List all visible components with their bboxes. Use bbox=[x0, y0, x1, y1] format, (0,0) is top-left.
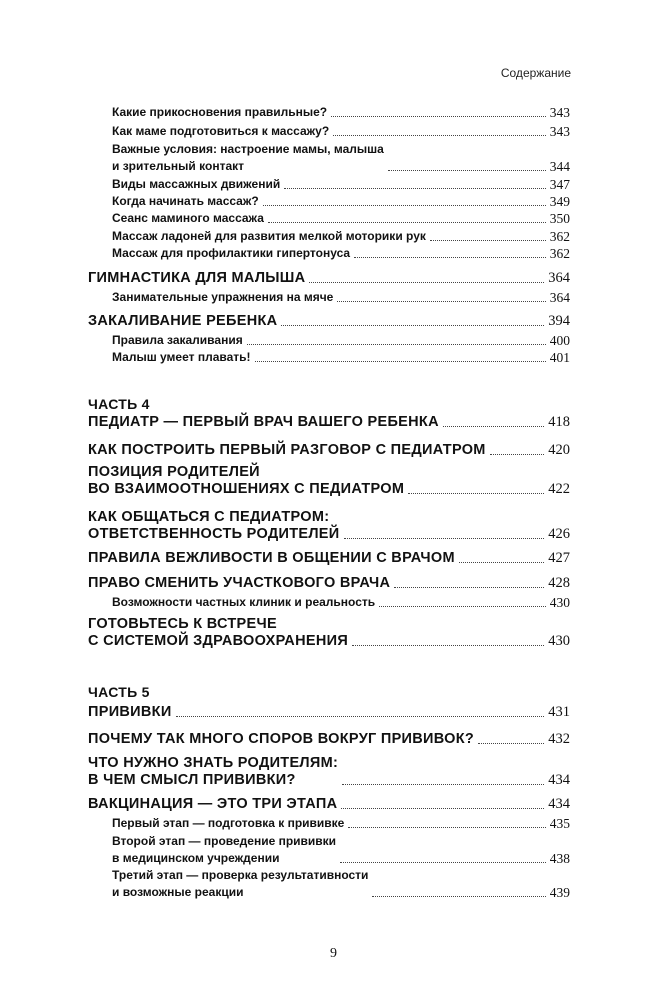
toc-entry-page: 400 bbox=[549, 333, 570, 348]
toc-entry-title: Возможности частных клиник и реальность bbox=[112, 595, 376, 609]
dot-leader bbox=[394, 587, 544, 588]
toc-entry[interactable] bbox=[112, 123, 570, 140]
dot-leader bbox=[352, 645, 544, 646]
toc-entry-title: Сеанс маминого массажа bbox=[112, 211, 264, 225]
dot-leader bbox=[341, 808, 544, 809]
toc-entry-title: ГОТОВЬТЕСЬ К ВСТРЕЧЕ С СИСТЕМОЙ ЗДРАВООХРАНЕНИЯ bbox=[88, 616, 349, 649]
toc-entry[interactable] bbox=[112, 193, 570, 210]
toc-entry-title: ЗАКАЛИВАНИЕ РЕБЕНКА bbox=[88, 313, 278, 329]
toc-entry[interactable] bbox=[88, 270, 570, 287]
toc-entry-page: 435 bbox=[549, 816, 570, 831]
toc-entry-page: 364 bbox=[549, 290, 570, 305]
dot-leader bbox=[255, 361, 546, 362]
toc-entry-page: 426 bbox=[548, 526, 570, 542]
toc-entry-title: Когда начинать массаж? bbox=[112, 194, 259, 208]
dot-leader bbox=[309, 282, 544, 283]
dot-leader bbox=[443, 426, 544, 427]
dot-leader bbox=[344, 538, 545, 539]
toc-entry[interactable] bbox=[88, 616, 570, 650]
toc-entry-title: ЧТО НУЖНО ЗНАТЬ РОДИТЕЛЯМ: В ЧЕМ СМЫСЛ ПРИВИВКИ? bbox=[88, 755, 339, 788]
dot-leader bbox=[490, 454, 545, 455]
toc-entry-title: ПОЗИЦИЯ РОДИТЕЛЕЙ ВО ВЗАИМООТНОШЕНИЯХ С ПЕДИАТРОМ bbox=[88, 464, 405, 497]
toc-entry-title: Первый этап — подготовка к прививке bbox=[112, 816, 345, 830]
toc-entry-page: 434 bbox=[548, 796, 570, 812]
toc-entry[interactable] bbox=[112, 349, 570, 366]
toc-entry-title: ПЕДИАТР — ПЕРВЫЙ ВРАЧ ВАШЕГО РЕБЕНКА bbox=[88, 414, 439, 430]
toc-entry-title: Важные условия: настроение мамы, малыша и зрительный контакт bbox=[112, 142, 384, 173]
toc-entry-title: ВАКЦИНАЦИЯ — ЭТО ТРИ ЭТАПА bbox=[88, 796, 338, 812]
toc-entry-page: 401 bbox=[549, 350, 570, 365]
toc-entry-page: 349 bbox=[549, 194, 570, 209]
toc-entry[interactable] bbox=[88, 442, 570, 459]
dot-leader bbox=[379, 606, 546, 607]
toc-entry-page: 362 bbox=[549, 229, 570, 244]
dot-leader bbox=[284, 188, 546, 189]
dot-leader bbox=[354, 257, 546, 258]
dot-leader bbox=[176, 716, 545, 717]
toc-entry-title: Массаж ладоней для развития мелкой моторики рук bbox=[112, 229, 426, 243]
dot-leader bbox=[372, 896, 545, 897]
dot-leader bbox=[388, 170, 546, 171]
toc-entry-page: 347 bbox=[549, 177, 570, 192]
toc-entry[interactable] bbox=[112, 594, 570, 611]
dot-leader bbox=[337, 301, 545, 302]
dot-leader bbox=[281, 325, 544, 326]
toc-entry-title: Третий этап — проверка результативности и возможные реакции bbox=[112, 868, 369, 899]
toc-entry-page: 420 bbox=[548, 442, 570, 458]
dot-leader bbox=[459, 562, 544, 563]
toc-entry-title: ПРИВИВКИ bbox=[88, 704, 172, 720]
dot-leader bbox=[340, 862, 546, 863]
dot-leader bbox=[430, 240, 546, 241]
toc-entry-title: Малыш умеет плавать! bbox=[112, 350, 251, 364]
toc-entry-page: 350 bbox=[549, 211, 570, 226]
toc-entry-title: Второй этап — проведение прививки в медицинском учреждении bbox=[112, 834, 337, 865]
toc-entry-page: 418 bbox=[548, 414, 570, 430]
toc-entry-page: 430 bbox=[549, 595, 570, 610]
toc-entry-page: 343 bbox=[549, 105, 570, 120]
dot-leader bbox=[268, 222, 546, 223]
toc-entry-page: 394 bbox=[548, 313, 570, 329]
toc-entry-title: ПОЧЕМУ ТАК МНОГО СПОРОВ ВОКРУГ ПРИВИВОК? bbox=[88, 731, 475, 747]
dot-leader bbox=[333, 135, 546, 136]
toc-entry[interactable] bbox=[112, 210, 570, 227]
toc-entry-page: 362 bbox=[549, 246, 570, 261]
dot-leader bbox=[342, 784, 544, 785]
toc-entry[interactable] bbox=[112, 289, 570, 306]
toc-entry-page: 427 bbox=[548, 550, 570, 566]
running-header: Содержание bbox=[500, 66, 571, 80]
toc-entry-page: 434 bbox=[548, 772, 570, 788]
part-heading: ЧАСТЬ 5 bbox=[88, 684, 150, 700]
part-heading: ЧАСТЬ 4 bbox=[88, 396, 150, 412]
toc-entry-page: 438 bbox=[549, 851, 570, 866]
toc-entry-page: 343 bbox=[549, 124, 570, 139]
toc-entry[interactable] bbox=[88, 550, 570, 567]
toc-entry-title: КАК ПОСТРОИТЬ ПЕРВЫЙ РАЗГОВОР С ПЕДИАТРОМ bbox=[88, 442, 486, 458]
toc-entry-page: 344 bbox=[549, 159, 570, 174]
toc-entry[interactable] bbox=[88, 731, 570, 748]
toc-entry-title: Как маме подготовиться к массажу? bbox=[112, 124, 330, 138]
toc-entry-title: ПРАВО СМЕНИТЬ УЧАСТКОВОГО ВРАЧА bbox=[88, 575, 391, 591]
toc-entry[interactable] bbox=[112, 833, 570, 867]
toc-entry-page: 432 bbox=[548, 731, 570, 747]
toc-entry[interactable] bbox=[112, 104, 570, 121]
toc-entry[interactable] bbox=[88, 704, 570, 721]
toc-entry-title: ПРАВИЛА ВЕЖЛИВОСТИ В ОБЩЕНИИ С ВРАЧОМ bbox=[88, 550, 455, 566]
toc-entry[interactable] bbox=[112, 141, 570, 175]
dot-leader bbox=[263, 205, 546, 206]
toc-entry-title: ГИМНАСТИКА ДЛЯ МАЛЫША bbox=[88, 270, 306, 286]
dot-leader bbox=[408, 493, 544, 494]
page-number: 9 bbox=[330, 946, 337, 961]
toc-entry[interactable] bbox=[88, 464, 570, 498]
toc-entry-page: 439 bbox=[549, 885, 570, 900]
toc-entry-title: Виды массажных движений bbox=[112, 177, 281, 191]
toc-entry-title: КАК ОБЩАТЬСЯ С ПЕДИАТРОМ: ОТВЕТСТВЕННОСТЬ РОДИТЕЛЕЙ bbox=[88, 509, 340, 542]
toc-entry-page: 364 bbox=[548, 270, 570, 286]
toc-entry[interactable] bbox=[112, 332, 570, 349]
toc-entry-title: Правила закаливания bbox=[112, 333, 243, 347]
toc-entry[interactable] bbox=[88, 796, 570, 813]
toc-entry[interactable] bbox=[88, 755, 570, 789]
toc-entry-title: Массаж для профилактики гипертонуса bbox=[112, 246, 351, 260]
toc-entry-page: 422 bbox=[548, 481, 570, 497]
toc-entry[interactable] bbox=[112, 228, 570, 245]
toc-entry[interactable] bbox=[112, 867, 570, 901]
dot-leader bbox=[247, 344, 546, 345]
toc-entry[interactable] bbox=[88, 414, 570, 431]
toc-entry-page: 428 bbox=[548, 575, 570, 591]
dot-leader bbox=[478, 743, 544, 744]
toc-entry[interactable] bbox=[88, 575, 570, 592]
toc-entry[interactable] bbox=[112, 815, 570, 832]
toc-entry-page: 430 bbox=[548, 633, 570, 649]
dot-leader bbox=[331, 116, 546, 117]
toc-entry[interactable] bbox=[88, 313, 570, 330]
toc-entry[interactable] bbox=[112, 176, 570, 193]
dot-leader bbox=[348, 827, 545, 828]
toc-entry-page: 431 bbox=[548, 704, 570, 720]
toc-entry[interactable] bbox=[112, 245, 570, 262]
toc-entry[interactable] bbox=[88, 509, 570, 543]
toc-entry-title: Занимательные упражнения на мяче bbox=[112, 290, 334, 304]
toc-entry-title: Какие прикосновения правильные? bbox=[112, 105, 328, 119]
